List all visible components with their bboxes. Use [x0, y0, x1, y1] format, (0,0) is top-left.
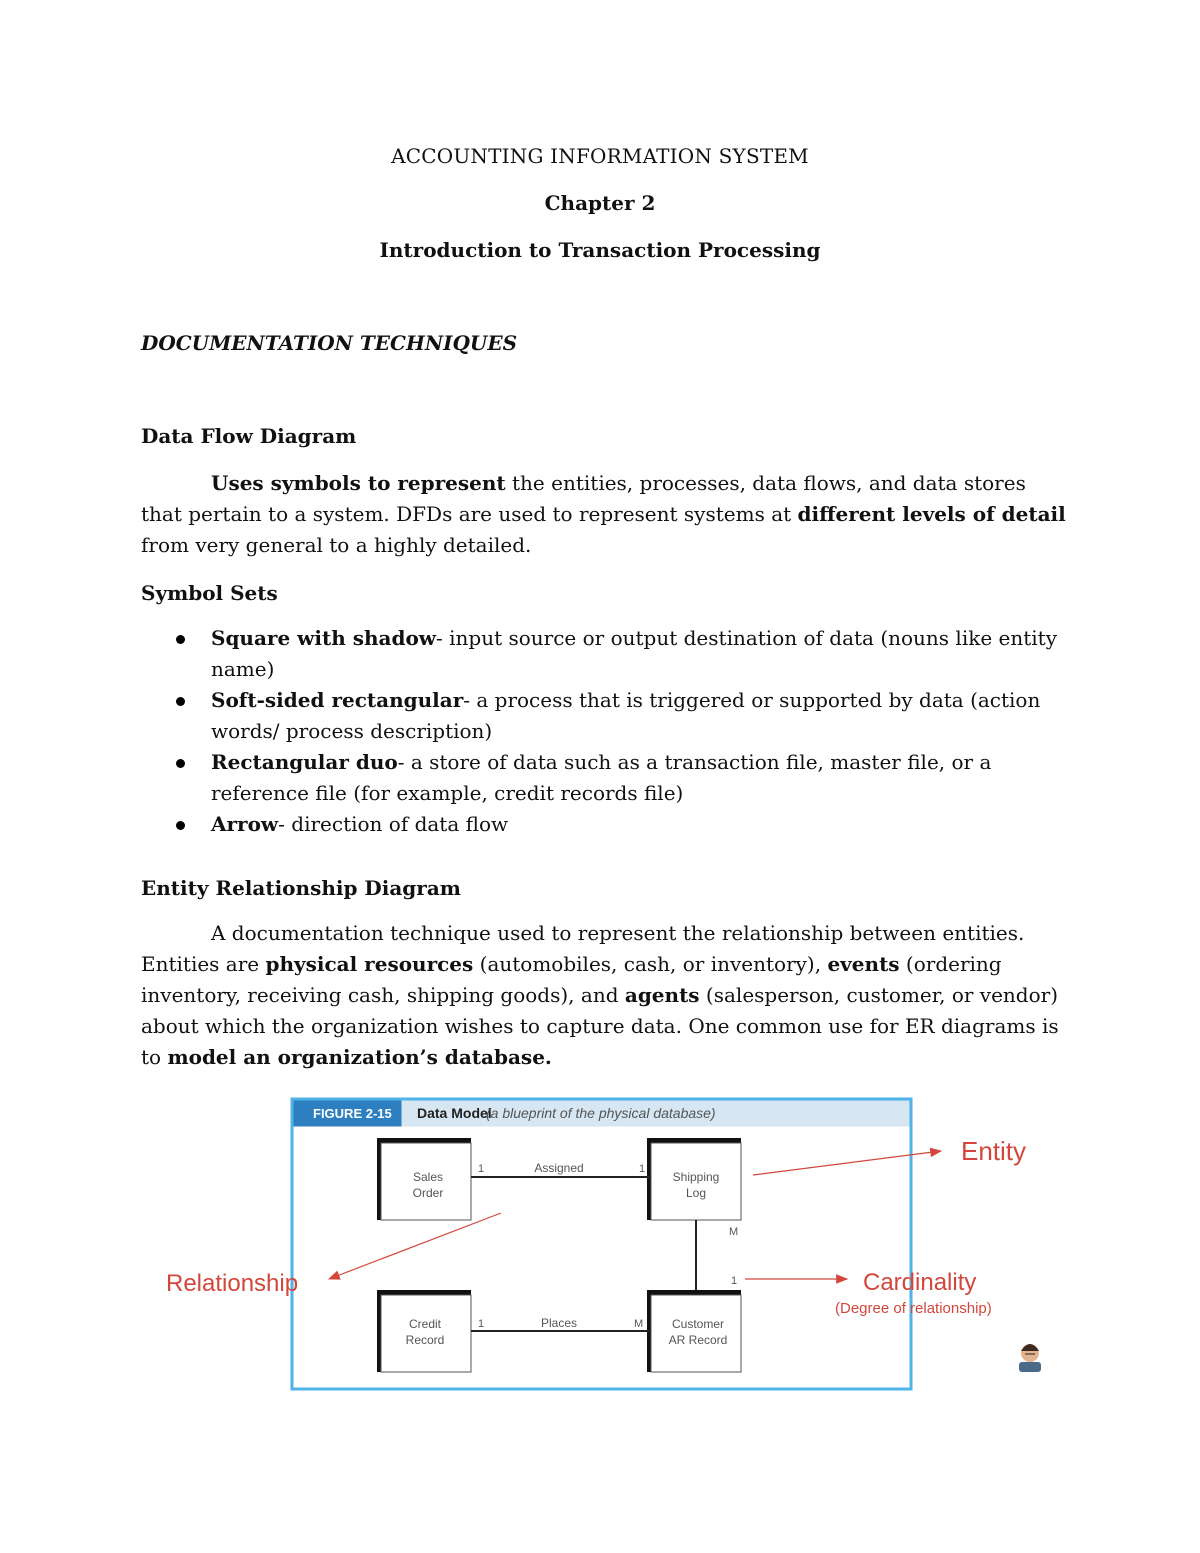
- section-title: DOCUMENTATION TECHNIQUES: [141, 331, 518, 355]
- annotation-entity: Entity: [961, 1136, 1027, 1166]
- course-title: ACCOUNTING INFORMATION SYSTEM: [391, 144, 809, 168]
- dfd-text-2: from very general to a highly detailed.: [141, 533, 532, 557]
- symbol-term: Rectangular duo: [211, 750, 398, 774]
- entity-customer-ar-record: [647, 1290, 741, 1372]
- list-item: [141, 623, 1066, 685]
- entity-label: AR Record: [668, 1333, 728, 1347]
- entity-shipping-log: [647, 1138, 741, 1220]
- annotation-cardinality: Cardinality: [863, 1269, 977, 1296]
- erd-text-2: (automobiles, cash, or inventory),: [473, 952, 828, 976]
- entity-label: Customer: [671, 1317, 725, 1331]
- erd-paragraph: [141, 918, 1066, 1073]
- entity-label: Credit: [408, 1317, 442, 1331]
- list-item: [141, 747, 1066, 809]
- list-item: [141, 685, 1066, 747]
- symbol-term: Square with shadow: [211, 626, 437, 650]
- chapter-label: Chapter 2: [544, 191, 656, 215]
- symbol-desc: - input source or output destination of data (nouns like entity name): [211, 626, 1058, 681]
- dfd-paragraph: [141, 468, 1066, 561]
- erd-heading: Entity Relationship Diagram: [141, 876, 461, 900]
- bullet-icon: [176, 821, 185, 830]
- relationship-label-places: Places: [540, 1316, 578, 1330]
- bullet-icon: [176, 697, 185, 706]
- cardinality-one: 1: [639, 1163, 646, 1175]
- entity-label: Sales: [412, 1170, 444, 1184]
- figure-label: FIGURE 2-15: [313, 1106, 392, 1121]
- entity-credit-record: [377, 1290, 471, 1372]
- figure-title: Data Model: [417, 1105, 492, 1121]
- erd-text-3: (ordering inventory, receiving cash, shipping goods), and: [141, 952, 1002, 1007]
- erd-bold-1: physical resources: [265, 952, 474, 976]
- bullet-icon: [176, 759, 185, 768]
- annotation-relationship: Relationship: [166, 1270, 299, 1297]
- relationship-label-assigned: Assigned: [534, 1161, 584, 1175]
- entity-label: Order: [412, 1186, 444, 1200]
- symbol-desc: - a process that is triggered or supported by data (action words/ process description): [211, 688, 1041, 743]
- dfd-bold-1: Uses symbols to represent: [211, 471, 506, 495]
- entity-sales-order: [377, 1138, 471, 1220]
- dfd-text-1: the entities, processes, data flows, and data stores that pertain to a system. DFDs are used to represent systems at: [141, 471, 1026, 526]
- erd-bold-2: events: [827, 952, 900, 976]
- symbol-term: Soft-sided rectangular: [211, 688, 464, 712]
- symbol-list: [141, 623, 1066, 840]
- er-diagram: [141, 1075, 1059, 1393]
- entity-label: Log: [685, 1186, 707, 1200]
- list-item: [141, 809, 1066, 840]
- annotation-cardinality-sub: (Degree of relationship): [835, 1300, 992, 1317]
- erd-bold-3: agents: [624, 983, 700, 1007]
- figure-subtitle: (a blueprint of the physical database): [486, 1105, 716, 1121]
- cardinality-one: 1: [478, 1163, 485, 1175]
- cardinality-one: 1: [478, 1318, 485, 1330]
- erd-text-4: (salesperson, customer, or vendor) about which the organization wishes to capture data. One common use for ER diagrams is to: [141, 983, 1059, 1069]
- dfd-bold-2: different levels of detail: [797, 502, 1066, 526]
- symbol-term: Arrow: [211, 812, 279, 836]
- erd-bold-4: model an organization’s database.: [167, 1045, 552, 1069]
- symbol-desc: - a store of data such as a transaction file, master file, or a reference file (for example, credit records file): [211, 750, 992, 805]
- bullet-icon: [176, 635, 185, 644]
- cardinality-many: M: [729, 1226, 739, 1238]
- cardinality-many: M: [634, 1318, 644, 1330]
- dfd-heading: Data Flow Diagram: [141, 424, 357, 448]
- cardinality-one: 1: [731, 1275, 738, 1287]
- er-figure: [141, 1075, 1059, 1393]
- symbol-desc: - direction of data flow: [278, 812, 509, 836]
- symbol-sets-heading: Symbol Sets: [141, 581, 278, 605]
- erd-text-1: A documentation technique used to represent the relationship between entities. Entities are: [141, 921, 1025, 976]
- chapter-title: Introduction to Transaction Processing: [379, 238, 821, 262]
- entity-label: Shipping: [672, 1170, 720, 1184]
- entity-label: Record: [405, 1333, 445, 1347]
